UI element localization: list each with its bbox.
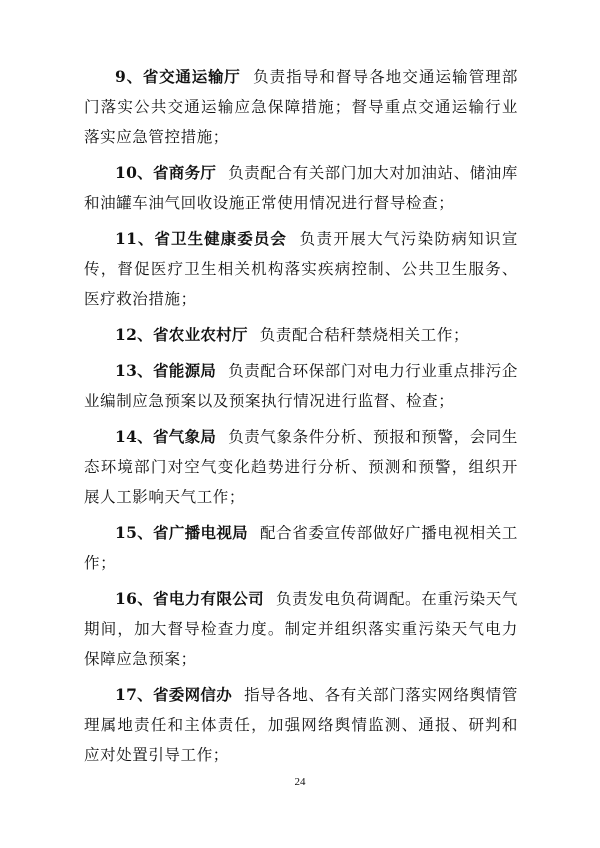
item-text: 负责配合有关部门加大对加油站、储油库和油罐车油气回收设施正常使用情况进行督导检查； — [84, 164, 519, 212]
document-body — [84, 62, 518, 776]
item-text: 负责开展大气污染防病知识宣传，督促医疗卫生相关机构落实疾病控制、公共卫生服务、医疗救治措施； — [84, 230, 518, 308]
paragraph-item-14 — [84, 422, 518, 512]
item-text: 配合省委宣传部做好广播电视相关工作； — [84, 524, 518, 572]
item-heading: 17、省委网信办 — [115, 685, 233, 704]
paragraph-item-10 — [84, 158, 518, 218]
item-heading: 14、省气象局 — [115, 427, 217, 446]
item-text: 指导各地、各有关部门落实网络舆情管理属地责任和主体责任，加强网络舆情监测、通报、研判和应对处置引导工作； — [84, 686, 518, 764]
paragraph-item-12 — [84, 320, 518, 350]
item-heading: 15、省广播电视局 — [115, 523, 248, 542]
paragraph-item-16 — [84, 584, 518, 674]
paragraph-item-15 — [84, 518, 518, 578]
item-heading: 11、省卫生健康委员会 — [115, 229, 287, 248]
item-heading: 10、省商务厅 — [115, 163, 217, 182]
item-heading: 9、省交通运输厅 — [115, 67, 241, 86]
item-heading: 16、省电力有限公司 — [115, 589, 264, 608]
paragraph-item-17 — [84, 680, 518, 770]
item-text: 负责发电负荷调配。在重污染天气期间，加大督导检查力度。制定并组织落实重污染天气电力保障应急预案； — [84, 590, 518, 668]
item-text: 负责气象条件分析、预报和预警，会同生态环境部门对空气变化趋势进行分析、预测和预警，组织开展人工影响天气工作； — [84, 428, 519, 506]
item-text: 负责配合秸秆禁烧相关工作； — [259, 326, 470, 344]
item-text: 负责指导和督导各地交通运输管理部门落实公共交通运输应急保障措施；督导重点交通运输行业落实应急管控措施； — [84, 68, 518, 146]
item-heading: 13、省能源局 — [115, 361, 217, 380]
item-heading: 12、省农业农村厅 — [115, 325, 248, 344]
paragraph-item-9 — [84, 62, 518, 152]
paragraph-item-13 — [84, 356, 518, 416]
item-text: 负责配合环保部门对电力行业重点排污企业编制应急预案以及预案执行情况进行监督、检查； — [84, 362, 519, 410]
page-number: 24 — [294, 776, 306, 788]
paragraph-item-11 — [84, 224, 518, 314]
